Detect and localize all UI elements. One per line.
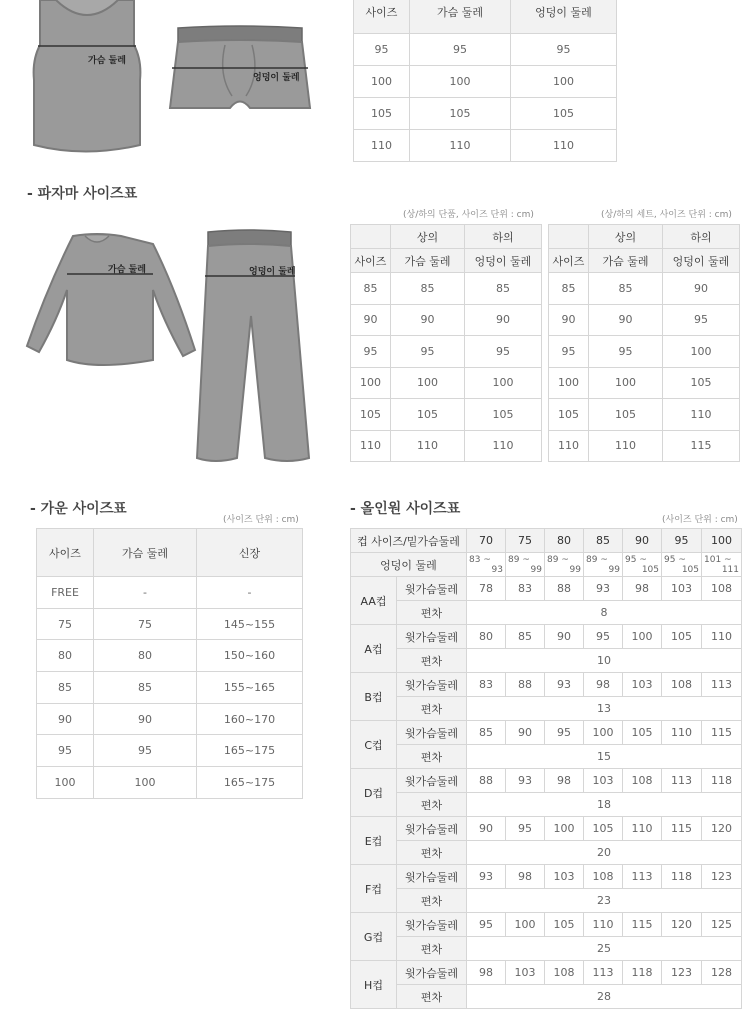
table-row	[351, 889, 742, 913]
table-cell: 110	[410, 130, 511, 162]
table-cell: 100	[589, 367, 663, 399]
table-cell: 100	[391, 367, 465, 399]
header-size: 사이즈	[351, 249, 391, 273]
hip-range-cell	[506, 553, 545, 577]
table-row	[351, 817, 742, 841]
table-cell: 98	[545, 769, 584, 793]
table-row	[351, 649, 742, 673]
hip-range-to: 99	[608, 564, 620, 575]
diff-value: 13	[467, 697, 742, 721]
diff-label: 편차	[397, 793, 467, 817]
table-cell: 105	[623, 721, 662, 745]
table-cell: 90	[37, 703, 94, 735]
pajama-single-table	[350, 224, 542, 462]
table-cell: 95	[351, 336, 391, 368]
table-cell: 98	[584, 673, 623, 697]
table-cell: 118	[702, 769, 742, 793]
upper-chest-label: 윗가슴둘레	[397, 913, 467, 937]
table-row	[351, 841, 742, 865]
header-hip: 엉덩이 둘레	[511, 0, 617, 34]
table-row	[37, 672, 303, 704]
upper-chest-label: 윗가슴둘레	[397, 721, 467, 745]
table-cell: 83	[506, 577, 545, 601]
table-row	[351, 985, 742, 1009]
upper-chest-label: 윗가슴둘레	[397, 673, 467, 697]
header-hip: 엉덩이 둘레	[351, 553, 467, 577]
table-cell: 108	[702, 577, 742, 601]
table-cell: 110	[511, 130, 617, 162]
table-cell: 83	[467, 673, 506, 697]
table-cell: 90	[467, 817, 506, 841]
header-band-size: 75	[506, 529, 545, 553]
table-cell: 95	[545, 721, 584, 745]
cup-label: C컵	[351, 721, 397, 769]
allinone-section-title: - 올인원 사이즈표	[350, 501, 461, 517]
table-cell: 100	[351, 367, 391, 399]
table-cell: 110	[465, 430, 542, 462]
table-cell: 105	[584, 817, 623, 841]
table-cell: 90	[549, 304, 589, 336]
diff-label: 편차	[397, 889, 467, 913]
table-cell: 95	[354, 34, 410, 66]
table-cell: 85	[37, 672, 94, 704]
table-row	[549, 336, 740, 368]
table-row	[351, 769, 742, 793]
table-cell: 88	[545, 577, 584, 601]
table-cell: 95	[94, 735, 197, 767]
pajama-set-note: (상/하의 세트, 사이즈 단위 : cm)	[601, 210, 732, 220]
table-cell: 93	[467, 865, 506, 889]
table-cell: 95	[467, 913, 506, 937]
table-cell: 118	[623, 961, 662, 985]
gown-size-table	[36, 528, 303, 799]
table-cell: 155~165	[197, 672, 303, 704]
table-cell: 85	[94, 672, 197, 704]
table-cell: 98	[623, 577, 662, 601]
table-cell: 110	[351, 430, 391, 462]
table-row	[37, 608, 303, 640]
table-cell: 120	[662, 913, 702, 937]
table-cell: 123	[662, 961, 702, 985]
diff-label: 편차	[397, 745, 467, 769]
header-height: 신장	[197, 529, 303, 577]
cup-label: B컵	[351, 673, 397, 721]
table-cell: 150~160	[197, 640, 303, 672]
diff-value: 23	[467, 889, 742, 913]
table-row	[549, 430, 740, 462]
table-cell: 85	[549, 273, 589, 305]
diff-value: 25	[467, 937, 742, 961]
table-cell: 108	[545, 961, 584, 985]
table-row	[354, 130, 617, 162]
hip-range-from: 95 ~	[664, 554, 686, 565]
header-chest: 가슴 둘레	[589, 249, 663, 273]
table-cell: 123	[702, 865, 742, 889]
upper-chest-label: 윗가슴둘레	[397, 769, 467, 793]
header-hip: 엉덩이 둘레	[663, 249, 740, 273]
diff-label: 편차	[397, 697, 467, 721]
header-blank	[351, 225, 391, 249]
table-cell: 105	[549, 399, 589, 431]
cup-label: D컵	[351, 769, 397, 817]
header-band-size: 100	[702, 529, 742, 553]
table-cell: 95	[465, 336, 542, 368]
table-row	[351, 430, 542, 462]
header-band-size: 70	[467, 529, 506, 553]
underwear-chest-label: 가슴 둘레	[88, 56, 126, 66]
table-cell: 100	[584, 721, 623, 745]
header-hip: 엉덩이 둘레	[465, 249, 542, 273]
table-cell: 115	[702, 721, 742, 745]
diff-value: 18	[467, 793, 742, 817]
table-cell: 113	[702, 673, 742, 697]
table-cell: 95	[506, 817, 545, 841]
table-cell: 160~170	[197, 703, 303, 735]
table-row	[351, 625, 742, 649]
table-row	[37, 735, 303, 767]
table-cell: 105	[511, 98, 617, 130]
diff-value: 20	[467, 841, 742, 865]
table-cell: 85	[589, 273, 663, 305]
gown-note: (사이즈 단위 : cm)	[223, 515, 299, 525]
header-size: 사이즈	[354, 0, 410, 34]
table-cell: 125	[702, 913, 742, 937]
cup-label: A컵	[351, 625, 397, 673]
hip-range-from: 89 ~	[508, 554, 530, 565]
table-cell: 115	[623, 913, 662, 937]
header-top: 상의	[589, 225, 663, 249]
table-cell: 145~155	[197, 608, 303, 640]
hip-range-cell	[467, 553, 506, 577]
hip-range-to: 111	[721, 564, 739, 575]
table-cell: 100	[37, 767, 94, 799]
table-cell: 100	[663, 336, 740, 368]
table-cell: 115	[662, 817, 702, 841]
table-cell: 90	[391, 304, 465, 336]
hip-range-cell	[662, 553, 702, 577]
table-cell: 100	[465, 367, 542, 399]
table-cell: 90	[545, 625, 584, 649]
table-cell: 95	[511, 34, 617, 66]
table-cell: 110	[702, 625, 742, 649]
table-cell: 85	[351, 273, 391, 305]
hip-range-from: 83 ~	[469, 554, 491, 565]
table-cell: 90	[94, 703, 197, 735]
diff-label: 편차	[397, 937, 467, 961]
header-bottom: 하의	[465, 225, 542, 249]
diff-label: 편차	[397, 841, 467, 865]
table-cell: 103	[506, 961, 545, 985]
header-band-size: 80	[545, 529, 584, 553]
table-cell: 110	[623, 817, 662, 841]
hip-range-from: 89 ~	[586, 554, 608, 565]
header-size: 사이즈	[37, 529, 94, 577]
table-cell: 105	[545, 913, 584, 937]
table-cell: 103	[623, 673, 662, 697]
table-cell: 80	[94, 640, 197, 672]
table-row	[351, 937, 742, 961]
table-row	[37, 703, 303, 735]
table-cell: 90	[663, 273, 740, 305]
hip-range-cell	[584, 553, 623, 577]
table-cell: 103	[662, 577, 702, 601]
pajama-chest-label: 가슴 둘레	[108, 265, 146, 275]
table-row	[351, 601, 742, 625]
underwear-hip-label: 엉덩이 둘레	[253, 73, 300, 83]
table-cell: 90	[351, 304, 391, 336]
tank-top-illustration	[34, 0, 141, 152]
table-cell: 110	[589, 430, 663, 462]
table-cell: 100	[506, 913, 545, 937]
table-row	[351, 793, 742, 817]
table-cell: 115	[663, 430, 740, 462]
table-cell: 100	[511, 66, 617, 98]
table-row	[351, 336, 542, 368]
hip-range-cell	[545, 553, 584, 577]
hip-range-to: 99	[530, 564, 542, 575]
hip-range-to: 105	[641, 564, 659, 575]
pajama-hip-label: 엉덩이 둘레	[249, 267, 296, 277]
table-cell: 80	[37, 640, 94, 672]
table-cell: 95	[663, 304, 740, 336]
table-row	[37, 577, 303, 609]
table-cell: 110	[663, 399, 740, 431]
pajama-set-table	[548, 224, 740, 462]
table-cell: 110	[549, 430, 589, 462]
hip-range-from: 89 ~	[547, 554, 569, 565]
table-cell: 98	[467, 961, 506, 985]
pajama-single-note: (상/하의 단품, 사이즈 단위 : cm)	[403, 210, 534, 220]
header-blank	[549, 225, 589, 249]
table-cell: 105	[662, 625, 702, 649]
table-cell: 85	[391, 273, 465, 305]
allinone-size-table	[350, 528, 742, 1009]
pajama-section-title: - 파자마 사이즈표	[27, 186, 138, 202]
table-row	[351, 553, 742, 577]
diff-value: 8	[467, 601, 742, 625]
table-cell: 95	[37, 735, 94, 767]
table-cell: 80	[467, 625, 506, 649]
table-cell: 105	[354, 98, 410, 130]
hip-range-to: 105	[681, 564, 699, 575]
table-cell: 75	[94, 608, 197, 640]
cup-label: H컵	[351, 961, 397, 1009]
diff-label: 편차	[397, 985, 467, 1009]
table-cell: 93	[584, 577, 623, 601]
table-cell: 90	[506, 721, 545, 745]
table-cell: 165~175	[197, 735, 303, 767]
header-band-size: 95	[662, 529, 702, 553]
cup-label: G컵	[351, 913, 397, 961]
diff-label: 편차	[397, 601, 467, 625]
table-cell: 128	[702, 961, 742, 985]
table-row	[354, 98, 617, 130]
table-cell: 108	[623, 769, 662, 793]
table-row	[549, 367, 740, 399]
table-cell: 108	[662, 673, 702, 697]
upper-chest-label: 윗가슴둘레	[397, 817, 467, 841]
table-cell: 110	[662, 721, 702, 745]
table-row	[351, 865, 742, 889]
table-cell: 100	[410, 66, 511, 98]
header-chest: 가슴 둘레	[410, 0, 511, 34]
hip-range-from: 95 ~	[625, 554, 647, 565]
gown-section-title: - 가운 사이즈표	[30, 501, 127, 517]
header-chest: 가슴 둘레	[391, 249, 465, 273]
table-cell: 98	[506, 865, 545, 889]
table-cell: FREE	[37, 577, 94, 609]
table-row	[351, 697, 742, 721]
table-cell: 165~175	[197, 767, 303, 799]
table-cell: 88	[467, 769, 506, 793]
table-cell: 113	[584, 961, 623, 985]
table-row	[351, 367, 542, 399]
table-row	[549, 304, 740, 336]
table-cell: 100	[545, 817, 584, 841]
table-cell: 100	[354, 66, 410, 98]
upper-chest-label: 윗가슴둘레	[397, 625, 467, 649]
boxer-illustration	[170, 26, 310, 108]
table-cell: 95	[410, 34, 511, 66]
cup-label: E컵	[351, 817, 397, 865]
underwear-size-table	[353, 0, 617, 162]
hip-range-cell	[623, 553, 662, 577]
hip-range-to: 99	[569, 564, 581, 575]
table-row	[549, 399, 740, 431]
table-cell: 110	[354, 130, 410, 162]
table-cell: 85	[467, 721, 506, 745]
table-cell: 103	[545, 865, 584, 889]
table-cell: 93	[545, 673, 584, 697]
table-cell: 90	[465, 304, 542, 336]
table-cell: -	[94, 577, 197, 609]
allinone-note: (사이즈 단위 : cm)	[662, 515, 738, 525]
header-band-size: 90	[623, 529, 662, 553]
table-row	[37, 640, 303, 672]
table-cell: 105	[663, 367, 740, 399]
table-cell: 113	[623, 865, 662, 889]
cup-label: AA컵	[351, 577, 397, 625]
table-row	[351, 673, 742, 697]
table-row	[354, 66, 617, 98]
table-cell: 103	[584, 769, 623, 793]
table-cell: 110	[391, 430, 465, 462]
table-cell: 110	[584, 913, 623, 937]
table-cell: 85	[465, 273, 542, 305]
diff-value: 28	[467, 985, 742, 1009]
table-row	[351, 721, 742, 745]
table-cell: 105	[465, 399, 542, 431]
header-top: 상의	[391, 225, 465, 249]
table-cell: 105	[391, 399, 465, 431]
upper-chest-label: 윗가슴둘레	[397, 577, 467, 601]
table-cell: 105	[351, 399, 391, 431]
diff-label: 편차	[397, 649, 467, 673]
diff-value: 10	[467, 649, 742, 673]
table-cell: 85	[506, 625, 545, 649]
table-cell: 88	[506, 673, 545, 697]
table-cell: 75	[37, 608, 94, 640]
table-row	[351, 913, 742, 937]
diff-value: 15	[467, 745, 742, 769]
table-cell: 118	[662, 865, 702, 889]
table-row	[351, 745, 742, 769]
table-row	[351, 577, 742, 601]
table-cell: 95	[391, 336, 465, 368]
header-size: 사이즈	[549, 249, 589, 273]
table-cell: 78	[467, 577, 506, 601]
header-band-size: 85	[584, 529, 623, 553]
table-row	[37, 767, 303, 799]
cup-label: F컵	[351, 865, 397, 913]
table-row	[351, 304, 542, 336]
table-cell: 90	[589, 304, 663, 336]
upper-chest-label: 윗가슴둘레	[397, 865, 467, 889]
header-chest: 가슴 둘레	[94, 529, 197, 577]
upper-chest-label: 윗가슴둘레	[397, 961, 467, 985]
table-row	[351, 273, 542, 305]
table-row	[351, 529, 742, 553]
table-cell: 120	[702, 817, 742, 841]
table-cell: 95	[589, 336, 663, 368]
table-row	[351, 399, 542, 431]
table-cell: 93	[506, 769, 545, 793]
header-bottom: 하의	[663, 225, 740, 249]
hip-range-to: 93	[491, 564, 503, 575]
hip-range-cell	[702, 553, 742, 577]
table-cell: 100	[549, 367, 589, 399]
table-cell: 100	[94, 767, 197, 799]
table-cell: 105	[410, 98, 511, 130]
table-cell: 105	[589, 399, 663, 431]
table-row	[354, 34, 617, 66]
table-cell: 100	[623, 625, 662, 649]
table-cell: 108	[584, 865, 623, 889]
table-cell: 113	[662, 769, 702, 793]
table-row	[549, 273, 740, 305]
header-cup-band: 컵 사이즈/밑가슴둘레	[351, 529, 467, 553]
table-cell: 95	[584, 625, 623, 649]
hip-range-from: 101 ~	[704, 554, 732, 565]
table-cell: -	[197, 577, 303, 609]
table-cell: 95	[549, 336, 589, 368]
table-row	[351, 961, 742, 985]
pajama-top-illustration	[27, 234, 195, 365]
